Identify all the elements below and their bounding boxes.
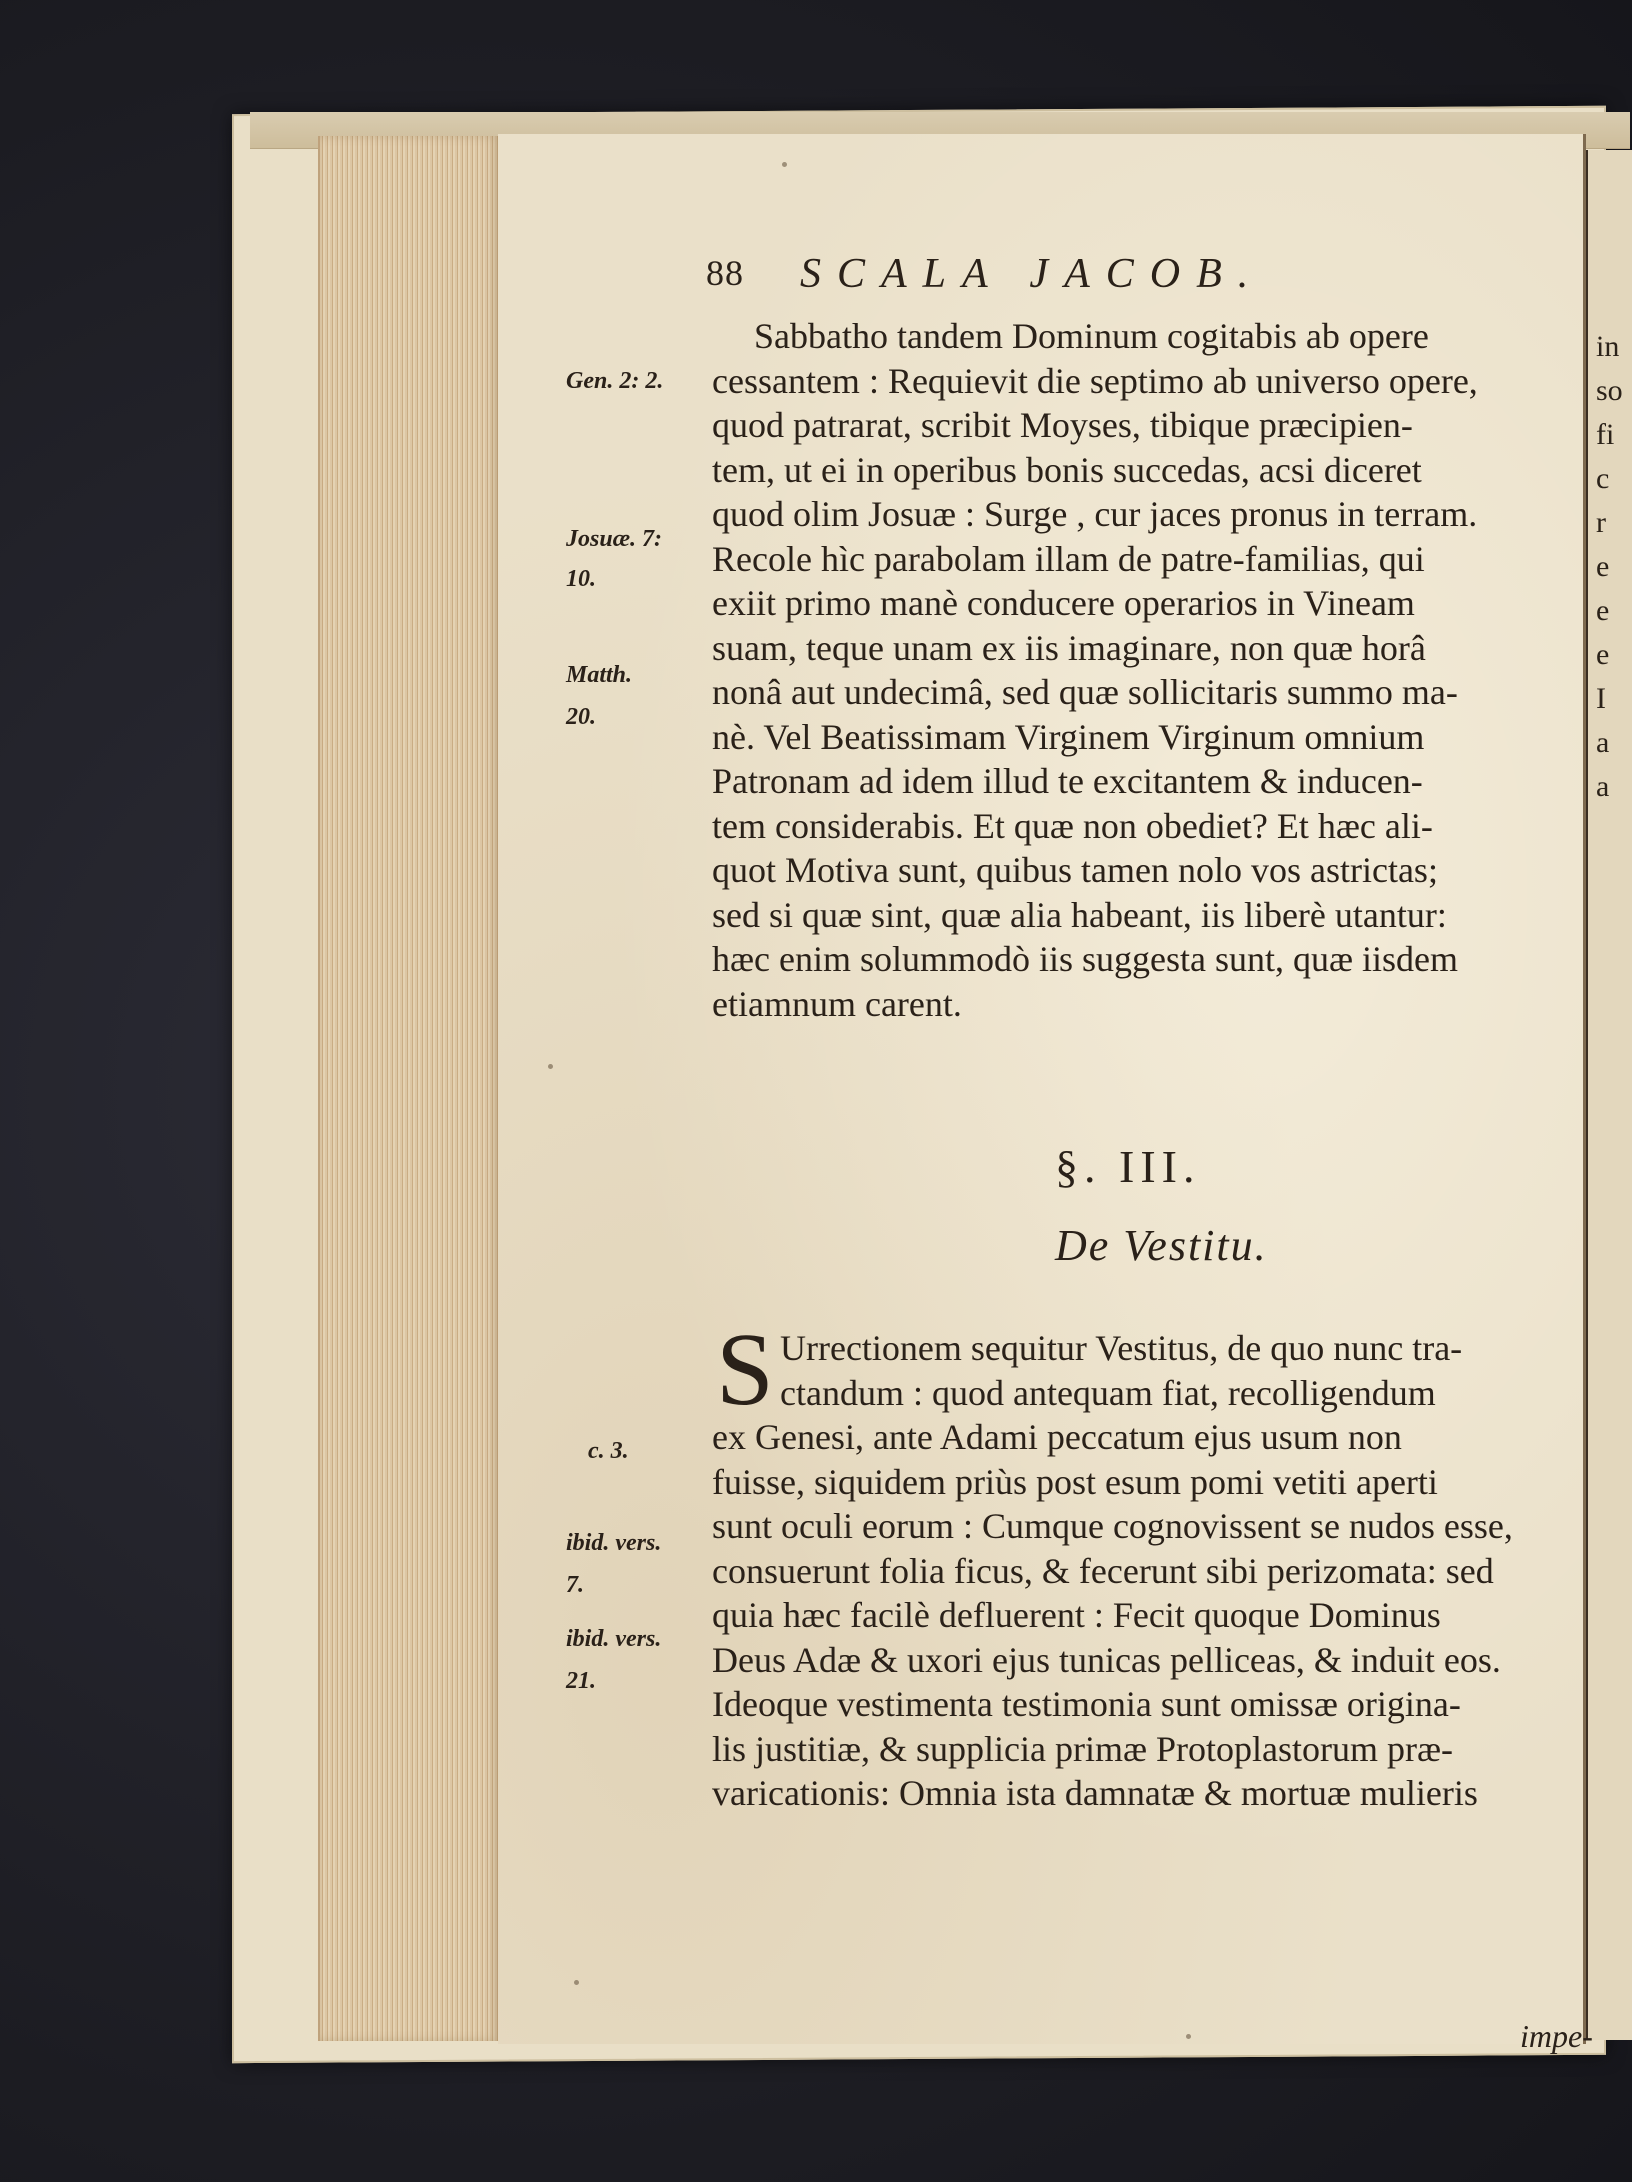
margin-note: Gen. 2: 2. [566,368,664,394]
text-line: sunt oculi eorum : Cumque cognovissent se nudos esse, [712,1506,1513,1546]
text-line: lis justitiæ, & supplicia primæ Protoplastorum præ- [712,1728,1454,1769]
text-line: Patronam ad idem illud te excitantem & inducen- [712,761,1423,801]
text-line: Sabbatho tandem Dominum cogitabis ab opere [754,316,1429,356]
text-line: exiit primo manè conducere operarios in Vineam [712,583,1415,623]
text-line: Deus Adæ & uxori ejus tunicas pelliceas, & induit eos. [712,1639,1501,1680]
text-line: sed si quæ sint, quæ alia habeant, iis liberè utantur: [712,894,1447,935]
facing-page-fragment: fi [1596,418,1615,451]
page-number: 88 [706,253,744,293]
facing-page-fragment: a [1596,726,1610,759]
text-line: tem, ut ei in operibus bonis succedas, acsi diceret [712,449,1422,490]
text-line: Urrectionem sequitur Vestitus, de quo nunc tra- [780,1328,1463,1368]
text-line: etiamnum carent. [712,983,962,1024]
text-line: consuerunt folia ficus, & fecerunt sibi perizomata: sed [712,1550,1494,1591]
margin-note: 21. [566,1668,596,1694]
page-fore-edge-stack [318,136,502,2041]
paragraph-sabbath [712,314,1574,1026]
margin-note: 20. [566,704,596,730]
text-line: ctandum : quod antequam fiat, recolligendum [780,1372,1436,1413]
facing-page-fragment: e [1596,638,1610,671]
margin-note: Josuæ. 7: [566,526,663,552]
facing-page-fragment: c [1596,462,1610,495]
margin-note: 7. [566,1572,584,1598]
drop-cap-letter: S [716,1312,774,1427]
facing-page-fragment: I [1596,682,1606,715]
running-title: SCALA JACOB. [800,251,1265,297]
text-line: fuisse, siquidem priùs post esum pomi vetiti aperti [712,1461,1438,1502]
catchword: impe- [1520,2018,1593,2054]
margin-note: ibid. vers. [566,1626,662,1652]
facing-page-sliver [1585,150,1632,2040]
facing-page-fragment: in [1596,330,1620,363]
margin-note: Matth. [566,662,633,688]
text-line: quod olim Josuæ : Surge , cur jaces pronus in terram. [712,494,1478,534]
text-line: ex Genesi, ante Adami peccatum ejus usum non [712,1417,1402,1457]
facing-page-fragment: e [1596,594,1610,627]
margin-note: 10. [566,566,596,592]
text-line: quia hæc facilè defluerent : Fecit quoque Dominus [712,1595,1441,1635]
text-line: suam, teque unam ex iis imaginare, non quæ horâ [712,627,1426,668]
paragraph-vestitu [712,1326,1574,1816]
text-line: tem considerabis. Et quæ non obediet? Et hæc ali- [712,805,1433,846]
text-line: hæc enim solummodò iis suggesta sunt, quæ iisdem [712,939,1458,979]
facing-page-fragment: e [1596,550,1610,583]
facing-page-fragment: a [1596,770,1610,803]
paper-speck [1186,2034,1191,2039]
text-line: quod patrarat, scribit Moyses, tibique præcipien- [712,405,1413,445]
text-line: quot Motiva sunt, quibus tamen nolo vos astrictas; [712,850,1438,890]
section-number: §. III. [1055,1141,1201,1192]
text-line: Ideoque vestimenta testimonia sunt omissæ origina- [712,1684,1461,1724]
text-line: nonâ aut undecimâ, sed quæ sollicitaris summo ma- [712,672,1458,712]
paper-speck [782,162,787,167]
text-line: cessantem : Requievit die septimo ab universo opere, [712,360,1478,401]
section-title: De Vestitu. [1055,1221,1268,1270]
facing-page-fragment: r [1596,506,1606,539]
text-line: nè. Vel Beatissimam Virginem Virginum omnium [712,716,1425,757]
paper-speck [574,1980,579,1985]
text-line: Recole hìc parabolam illam de patre-familias, qui [712,538,1425,579]
margin-note: c. 3. [588,1438,629,1464]
text-line: varicationis: Omnia ista damnatæ & mortuæ mulieris [712,1773,1478,1813]
margin-note: ibid. vers. [566,1530,662,1556]
facing-page-fragment: so [1596,374,1623,407]
paper-speck [548,1064,553,1069]
